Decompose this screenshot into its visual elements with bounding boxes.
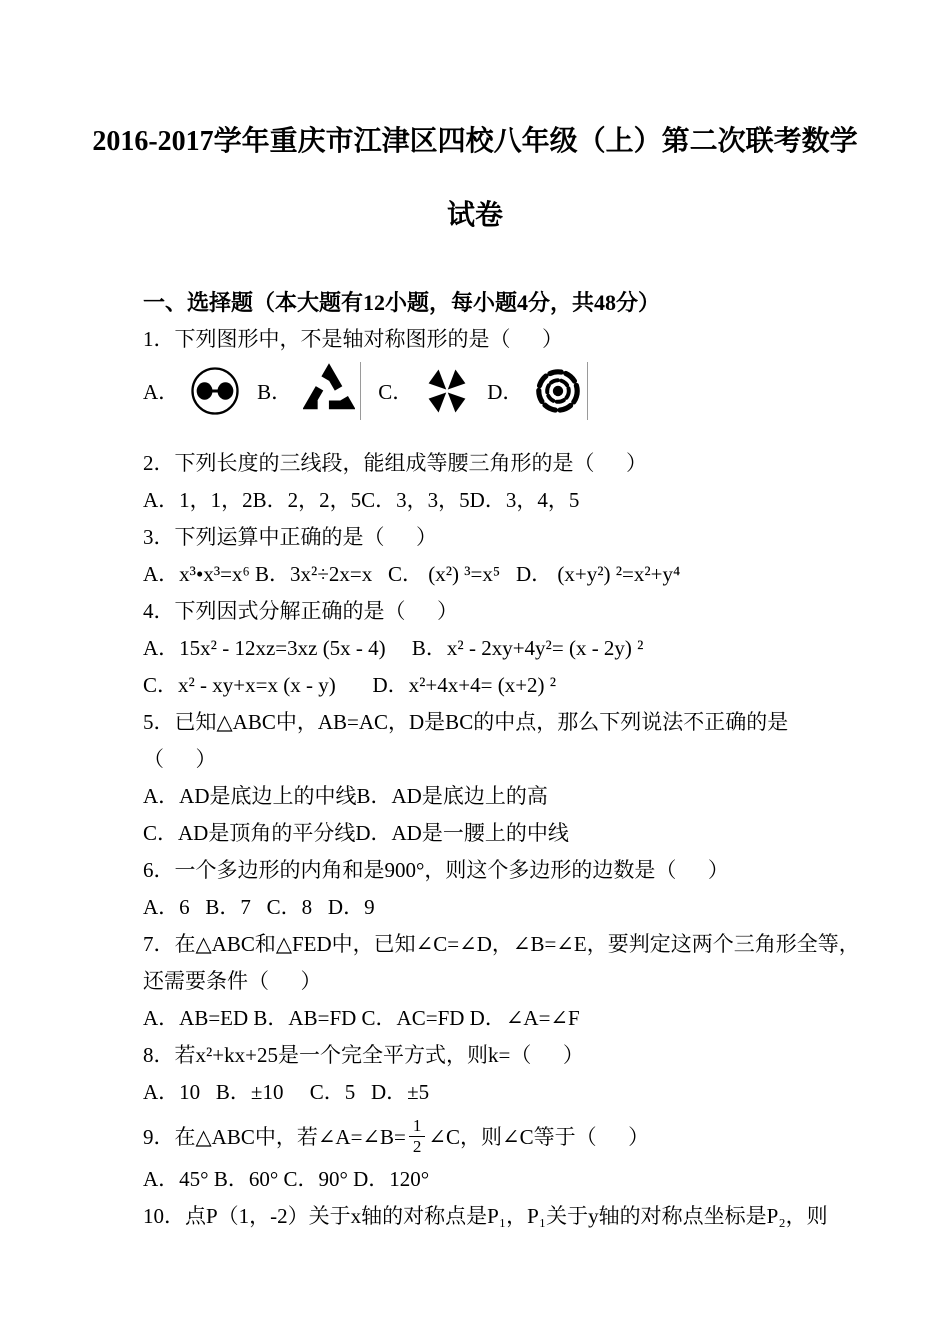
question-9-stem: [143, 1111, 930, 1161]
page-subtitle: 试卷: [446, 200, 503, 231]
fraction-numerator: 1: [409, 1116, 426, 1137]
question-4-stem: 4．下列因式分解正确的是（ ）: [143, 599, 458, 623]
question-8-options: A．10 B．±10 C．5 D．±5: [143, 1080, 430, 1104]
dumbbell-in-circle-icon: [190, 362, 240, 420]
question-9-options: A．45° B．60° C．90° D．120°: [143, 1167, 430, 1191]
section-header: 一、选择题（本大题有12小题，每小题4分，共48分）: [143, 290, 661, 315]
question-9-stem-pre: 9．在△ABC中，若∠A=∠B=: [143, 1125, 406, 1149]
question-3-options: A．x³•x³=x⁶ B．3x²÷2x=x C． (x²) ³=x⁵ D． (x+y²) ²=x²+y⁴: [143, 562, 681, 586]
question-2-options: A．1，1，2B．2，2，5C．3，3，5D．3，4，5: [143, 488, 580, 512]
page-title: 2016-2017学年重庆市江津区四校八年级（上）第二次联考数学: [92, 126, 858, 157]
question-1-option-row: [143, 360, 930, 422]
fraction-one-half: [409, 1116, 426, 1156]
question-9-stem-post: ∠C，则∠C等于（ ）: [428, 1125, 650, 1149]
fraction-denominator: 2: [412, 1136, 422, 1156]
question-1-option-c-label: C．: [378, 380, 414, 404]
question-8-stem: 8．若x²+kx+25是一个完全平方式，则k=（ ）: [143, 1043, 584, 1067]
question-7-stem-line2: 还需要条件（ ）: [143, 969, 322, 993]
question-2-stem: 2．下列长度的三线段，能组成等腰三角形的是（ ）: [143, 451, 647, 475]
question-3-stem: 3．下列运算中正确的是（ ）: [143, 525, 437, 549]
question-1-stem: 1．下列图形中，不是轴对称图形的是（ ）: [143, 327, 563, 351]
question-4-options-ab: A．15x² - 12xz=3xz (5x - 4) B．x² - 2xy+4y²= (x - 2y) ²: [143, 636, 644, 660]
question-6-stem: 6．一个多边形的内角和是900°，则这个多边形的边数是（ ）: [143, 858, 729, 882]
question-1-option-d-label: D．: [487, 380, 524, 404]
rose-flower-icon: [534, 362, 588, 420]
question-10-stem: 10．点P（1，-2）关于x轴的对称点是P₁，P₁关于y轴的对称点坐标是P₂，则: [143, 1204, 828, 1228]
question-5-options-cd: C．AD是顶角的平分线D．AD是一腰上的中线: [143, 821, 569, 845]
pinwheel-fan-icon: [424, 363, 470, 419]
question-1-option-b-label: B．: [257, 380, 293, 404]
question-7-options: A．AB=ED B．AB=FD C．AC=FD D．∠A=∠F: [143, 1006, 580, 1030]
question-6-options: A．6 B．7 C．8 D．9: [143, 895, 375, 919]
question-1-option-a-label: A．: [143, 380, 180, 404]
question-5-stem-line2: （ ）: [143, 747, 217, 771]
question-5-options-ab: A．AD是底边上的中线B．AD是底边上的高: [143, 784, 548, 808]
question-7-stem-line1: 7．在△ABC和△FED中，已知∠C=∠D，∠B=∠E，要判定这两个三角形全等，: [143, 932, 860, 956]
exam-body: [0, 284, 950, 1235]
recycle-arrows-icon: [303, 362, 361, 420]
question-5-stem-line1: 5．已知△ABC中，AB=AC，D是BC的中点，那么下列说法不正确的是: [143, 710, 789, 734]
question-4-options-cd: C．x² - xy+x=x (x - y) D．x²+4x+4= (x+2) ²: [143, 673, 557, 697]
